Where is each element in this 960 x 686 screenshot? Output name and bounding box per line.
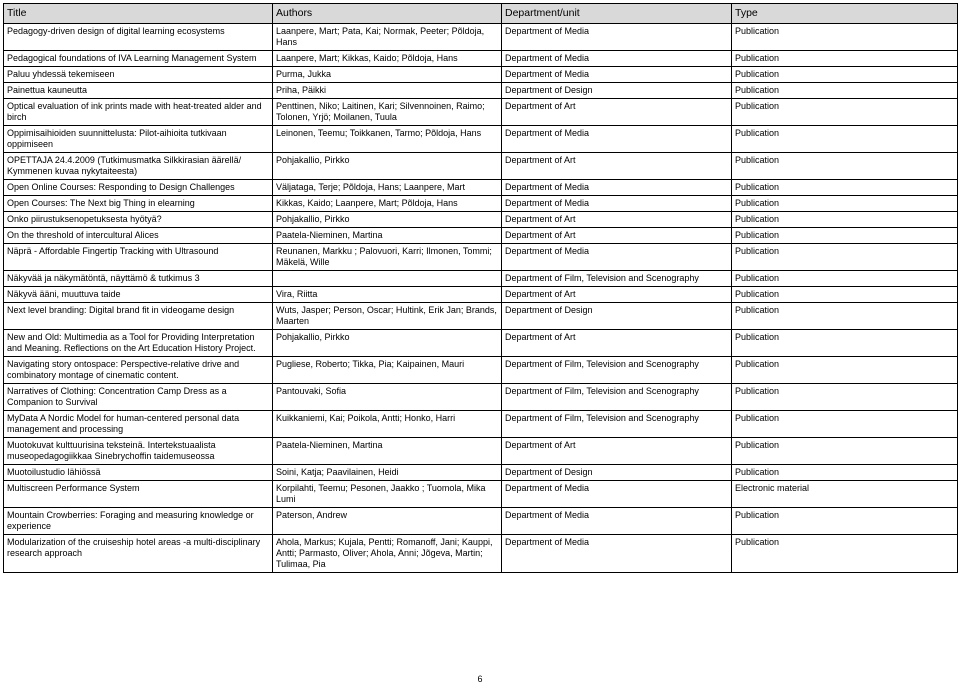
cell-title: Mountain Crowberries: Foraging and measuring knowledge or experience <box>4 508 273 535</box>
cell-authors <box>273 271 502 287</box>
cell-department: Department of Media <box>502 196 732 212</box>
cell-department: Department of Media <box>502 67 732 83</box>
table-row <box>4 67 958 83</box>
table-row <box>4 24 958 51</box>
cell-authors: Pohjakallio, Pirkko <box>273 153 502 180</box>
cell-department: Department of Media <box>502 51 732 67</box>
cell-department: Department of Art <box>502 330 732 357</box>
table-row <box>4 196 958 212</box>
table-row <box>4 126 958 153</box>
cell-department: Department of Art <box>502 212 732 228</box>
cell-type: Publication <box>732 411 958 438</box>
cell-type: Publication <box>732 196 958 212</box>
table-row <box>4 51 958 67</box>
cell-authors: Pohjakallio, Pirkko <box>273 212 502 228</box>
table-row <box>4 244 958 271</box>
cell-authors: Paterson, Andrew <box>273 508 502 535</box>
cell-department: Department of Media <box>502 535 732 573</box>
cell-title: Multiscreen Performance System <box>4 481 273 508</box>
table-body <box>4 24 958 573</box>
cell-title: Open Online Courses: Responding to Design Challenges <box>4 180 273 196</box>
cell-type: Publication <box>732 126 958 153</box>
cell-type: Publication <box>732 271 958 287</box>
cell-department: Department of Film, Television and Scenography <box>502 411 732 438</box>
cell-authors: Laanpere, Mart; Kikkas, Kaido; Põldoja, Hans <box>273 51 502 67</box>
cell-title: Muotoilustudio lähiössä <box>4 465 273 481</box>
cell-authors: Laanpere, Mart; Pata, Kai; Normak, Peeter; Põldoja, Hans <box>273 24 502 51</box>
cell-title: New and Old: Multimedia as a Tool for Providing Interpretation and Meaning. Reflections on the Art Education History Project. <box>4 330 273 357</box>
cell-department: Department of Film, Television and Scenography <box>502 357 732 384</box>
cell-authors: Wuts, Jasper; Person, Oscar; Hultink, Erik Jan; Brands, Maarten <box>273 303 502 330</box>
table-row <box>4 99 958 126</box>
cell-department: Department of Film, Television and Scenography <box>502 384 732 411</box>
header-type: Type <box>732 4 958 24</box>
cell-type: Publication <box>732 384 958 411</box>
cell-title: Painettua kauneutta <box>4 83 273 99</box>
cell-department: Department of Art <box>502 153 732 180</box>
cell-type: Publication <box>732 508 958 535</box>
table-row <box>4 153 958 180</box>
cell-title: Pedagogical foundations of IVA Learning Management System <box>4 51 273 67</box>
table-row <box>4 330 958 357</box>
header-authors: Authors <box>273 4 502 24</box>
cell-title: OPETTAJA 24.4.2009 (Tutkimusmatka Silkkirasian äärellä/ Kymmenen kuvaa nykytaiteesta) <box>4 153 273 180</box>
cell-type: Publication <box>732 83 958 99</box>
cell-type: Publication <box>732 180 958 196</box>
table-row <box>4 287 958 303</box>
cell-title: Open Courses: The Next big Thing in elearning <box>4 196 273 212</box>
cell-authors: Pohjakallio, Pirkko <box>273 330 502 357</box>
cell-department: Department of Media <box>502 244 732 271</box>
cell-title: Pedagogy-driven design of digital learning ecosystems <box>4 24 273 51</box>
cell-title: Onko piirustuksenopetuksesta hyötyä? <box>4 212 273 228</box>
cell-department: Department of Film, Television and Scenography <box>502 271 732 287</box>
cell-type: Publication <box>732 357 958 384</box>
cell-title: MyData A Nordic Model for human-centered personal data management and processing <box>4 411 273 438</box>
cell-department: Department of Art <box>502 228 732 244</box>
cell-title: Narratives of Clothing: Concentration Camp Dress as a Companion to Survival <box>4 384 273 411</box>
cell-authors: Ahola, Markus; Kujala, Pentti; Romanoff, Jani; Kauppi, Antti; Parmasto, Oliver; Ahola, Anni; Jõgeva, Martin; Tulimaa, Pia <box>273 535 502 573</box>
cell-type: Publication <box>732 438 958 465</box>
cell-type: Publication <box>732 51 958 67</box>
cell-authors: Priha, Päikki <box>273 83 502 99</box>
cell-type: Publication <box>732 67 958 83</box>
cell-department: Department of Art <box>502 287 732 303</box>
cell-title: Muotokuvat kulttuurisina teksteinä. Intertekstuaalista museopedagogiikkaa Sinebrychoffin taidemuseossa <box>4 438 273 465</box>
cell-authors: Soini, Katja; Paavilainen, Heidi <box>273 465 502 481</box>
cell-department: Department of Media <box>502 180 732 196</box>
header-title: Title <box>4 4 273 24</box>
cell-department: Department of Media <box>502 24 732 51</box>
cell-department: Department of Media <box>502 126 732 153</box>
cell-department: Department of Design <box>502 465 732 481</box>
page-number: 6 <box>477 674 483 684</box>
cell-authors: Penttinen, Niko; Laitinen, Kari; Silvennoinen, Raimo; Tolonen, Yrjö; Moilanen, Tuula <box>273 99 502 126</box>
cell-title: Optical evaluation of ink prints made with heat-treated alder and birch <box>4 99 273 126</box>
cell-authors: Kikkas, Kaido; Laanpere, Mart; Põldoja, Hans <box>273 196 502 212</box>
table-row <box>4 271 958 287</box>
table-row <box>4 384 958 411</box>
header-department: Department/unit <box>502 4 732 24</box>
cell-type: Publication <box>732 244 958 271</box>
publications-table <box>3 3 958 573</box>
cell-authors: Leinonen, Teemu; Toikkanen, Tarmo; Põldoja, Hans <box>273 126 502 153</box>
cell-authors: Pugliese, Roberto; Tikka, Pia; Kaipainen, Mauri <box>273 357 502 384</box>
cell-title: On the threshold of intercultural Alices <box>4 228 273 244</box>
cell-type: Publication <box>732 535 958 573</box>
cell-type: Publication <box>732 212 958 228</box>
table-row <box>4 481 958 508</box>
cell-authors: Paatela-Nieminen, Martina <box>273 438 502 465</box>
cell-authors: Kuikkaniemi, Kai; Poikola, Antti; Honko, Harri <box>273 411 502 438</box>
cell-department: Department of Media <box>502 481 732 508</box>
table-row <box>4 357 958 384</box>
cell-department: Department of Art <box>502 99 732 126</box>
header-row <box>4 4 958 24</box>
table-row <box>4 535 958 573</box>
cell-title: Näkyvä ääni, muuttuva taide <box>4 287 273 303</box>
cell-type: Publication <box>732 465 958 481</box>
cell-department: Department of Art <box>502 438 732 465</box>
cell-title: Näprä - Affordable Fingertip Tracking with Ultrasound <box>4 244 273 271</box>
cell-type: Publication <box>732 153 958 180</box>
cell-department: Department of Design <box>502 303 732 330</box>
cell-type: Publication <box>732 303 958 330</box>
table-row <box>4 303 958 330</box>
cell-title: Näkyvää ja näkymätöntä, näyttämö & tutkimus 3 <box>4 271 273 287</box>
cell-type: Publication <box>732 24 958 51</box>
cell-type: Publication <box>732 287 958 303</box>
cell-authors: Pantouvaki, Sofia <box>273 384 502 411</box>
table-row <box>4 438 958 465</box>
table-row <box>4 228 958 244</box>
cell-department: Department of Design <box>502 83 732 99</box>
table-row <box>4 465 958 481</box>
cell-authors: Purma, Jukka <box>273 67 502 83</box>
cell-authors: Paatela-Nieminen, Martina <box>273 228 502 244</box>
cell-type: Publication <box>732 99 958 126</box>
cell-authors: Reunanen, Markku ; Palovuori, Karri; Ilmonen, Tommi; Mäkelä, Wille <box>273 244 502 271</box>
cell-type: Publication <box>732 228 958 244</box>
table-row <box>4 180 958 196</box>
cell-authors: Korpilahti, Teemu; Pesonen, Jaakko ; Tuomola, Mika Lumi <box>273 481 502 508</box>
cell-title: Navigating story ontospace: Perspective-relative drive and combinatory montage of cinematic content. <box>4 357 273 384</box>
cell-title: Oppimisaihioiden suunnittelusta: Pilot-aihioita tutkivaan oppimiseen <box>4 126 273 153</box>
cell-title: Next level branding: Digital brand fit in videogame design <box>4 303 273 330</box>
cell-department: Department of Media <box>502 508 732 535</box>
table-row <box>4 508 958 535</box>
cell-title: Modularization of the cruiseship hotel areas -a multi-disciplinary research approach <box>4 535 273 573</box>
table-header <box>4 4 958 24</box>
cell-title: Paluu yhdessä tekemiseen <box>4 67 273 83</box>
table-row <box>4 411 958 438</box>
cell-type: Publication <box>732 330 958 357</box>
cell-type: Electronic material <box>732 481 958 508</box>
cell-authors: Väljataga, Terje; Põldoja, Hans; Laanpere, Mart <box>273 180 502 196</box>
cell-authors: Vira, Riitta <box>273 287 502 303</box>
table-row <box>4 212 958 228</box>
table-row <box>4 83 958 99</box>
